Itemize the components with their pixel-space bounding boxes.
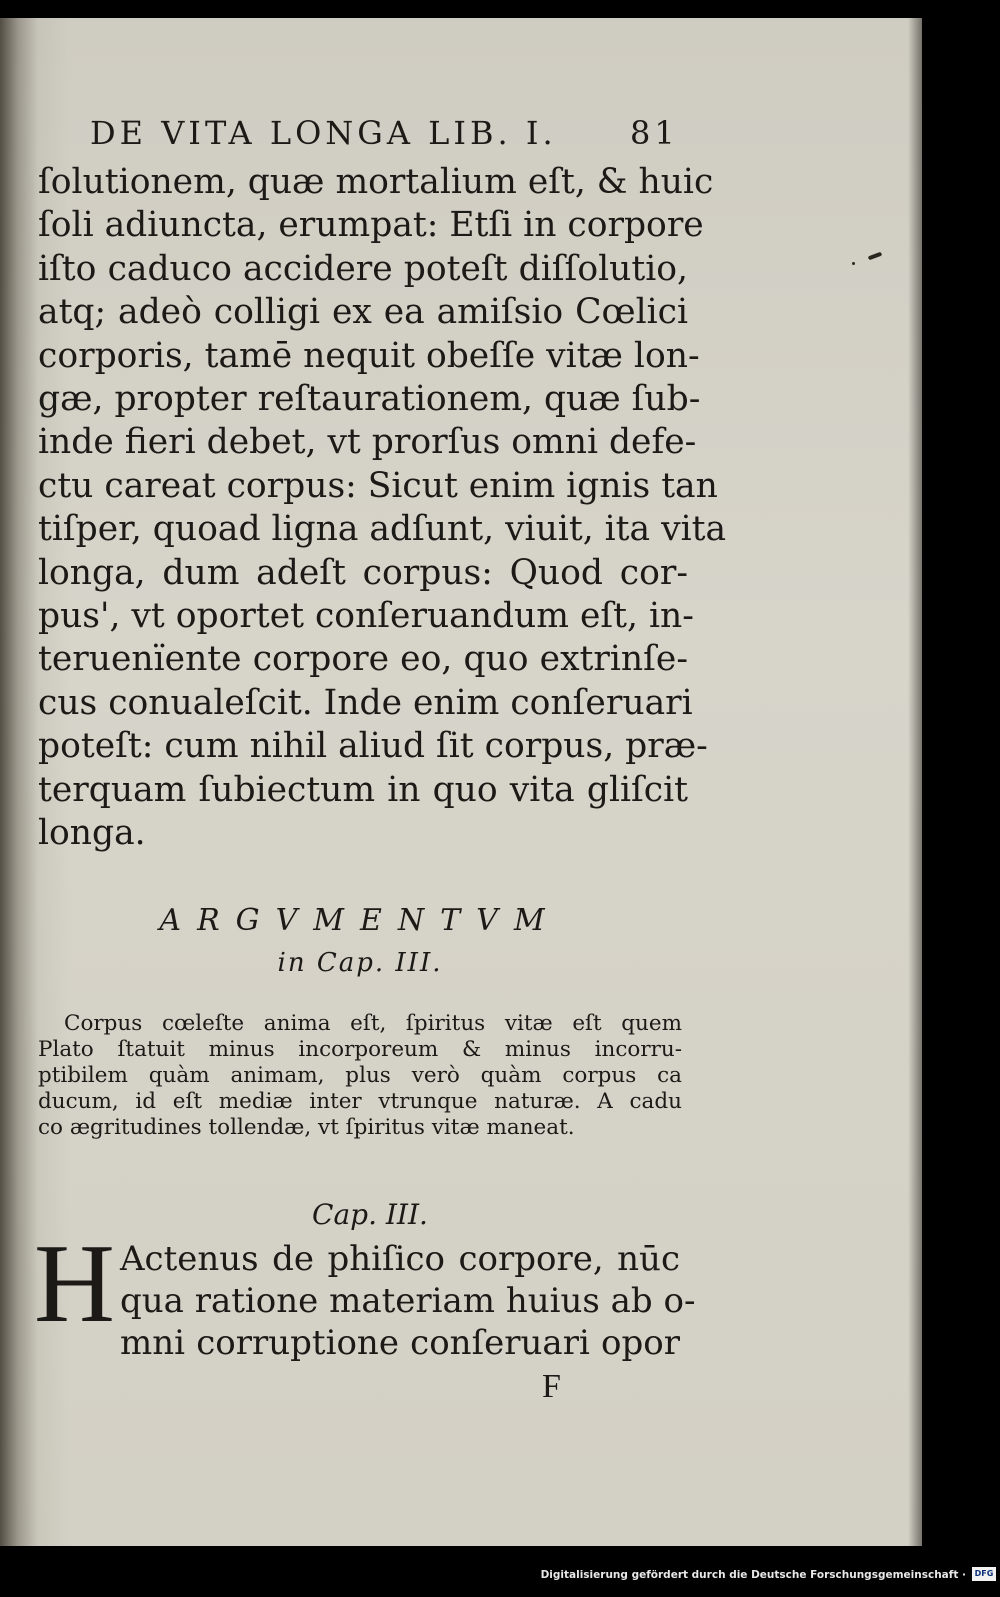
chapter-text-block	[120, 1238, 696, 1364]
argumentum-text-block	[38, 1011, 682, 1141]
text-line: ctu careat corpus: Sicut enim ignis tan	[38, 465, 718, 506]
dfg-logo-icon: DFG	[972, 1567, 996, 1581]
text-line: gæ, propter reſtaurationem, quæ ſub-	[38, 379, 701, 420]
text-line: longa.	[38, 813, 146, 854]
running-head	[90, 114, 690, 152]
argumentum-line: ducum, id eſt mediæ inter vtrunque naturæ. A cadu	[38, 1089, 682, 1114]
text-line: ſoli adiuncta, erumpat: Etſi in corpore	[38, 205, 704, 246]
text-line: tiſper, quoad ligna adſunt, viuit, ita vita	[38, 509, 727, 550]
chapter-title: Cap. III.	[312, 1198, 428, 1231]
footer-bar	[0, 1552, 1000, 1597]
chapter-line: qua ratione materiam huius ab o-	[120, 1281, 696, 1321]
argumentum-line: Plato ſtatuit minus incorporeum & minus incorru-	[38, 1037, 682, 1062]
text-line: atq; adeò colligi ex ea amiſsio Cœlici	[38, 292, 688, 333]
page-edge-shadow	[908, 18, 922, 1546]
ink-speck	[852, 262, 855, 265]
text-line: teruenïente corpore eo, quo extrinſe-	[38, 639, 688, 680]
book-page	[0, 18, 922, 1546]
signature-mark: F	[542, 1368, 561, 1405]
argumentum-subheading: in Cap. III.	[277, 948, 443, 978]
argumentum-line: co ægritudines tollendæ, vt ſpiritus vitæ maneat.	[38, 1115, 575, 1140]
text-line: iſto caduco accidere poteſt diſſolutio,	[38, 248, 688, 289]
text-line: poteſt: cum nihil aliud ſit corpus, præ-	[38, 726, 708, 767]
page-number: 81	[630, 114, 679, 152]
main-text-block	[38, 161, 727, 856]
argumentum-line: ptibilem quàm animam, plus verò quàm corpus ca	[38, 1063, 682, 1088]
chapter-line: mni corruptione conſeruari opor	[120, 1323, 680, 1363]
argumentum-heading: ARGVMENTVM	[159, 903, 561, 938]
funding-credit: Digitalisierung gefördert durch die Deutsche Forschungsgemeinschaft ·	[540, 1569, 966, 1581]
text-line: cus conualeſcit. Inde enim conſeruari	[38, 682, 693, 723]
text-line: inde fieri debet, vt prorſus omni defe-	[38, 422, 697, 463]
ink-speck	[868, 252, 883, 261]
argumentum-line: Corpus cœleſte anima eſt, ſpiritus vitæ eſt quem	[64, 1011, 682, 1036]
text-line: terquam ſubiectum in quo vita gliſcit	[38, 769, 688, 810]
running-head-title: DE VITA LONGA LIB. I.	[90, 114, 557, 152]
text-line: longa, dum adeſt corpus: Quod cor-	[38, 552, 688, 593]
drop-cap-initial: H	[34, 1222, 115, 1346]
text-line: pus', vt oportet conſeruandum eſt, in-	[38, 596, 694, 637]
text-line: ſolutionem, quæ mortalium eſt, & huic	[38, 162, 714, 202]
chapter-line: Actenus de phiſico corpore, nūc	[120, 1239, 680, 1279]
text-line: corporis, tamē nequit obeſſe vitæ lon-	[38, 335, 700, 376]
